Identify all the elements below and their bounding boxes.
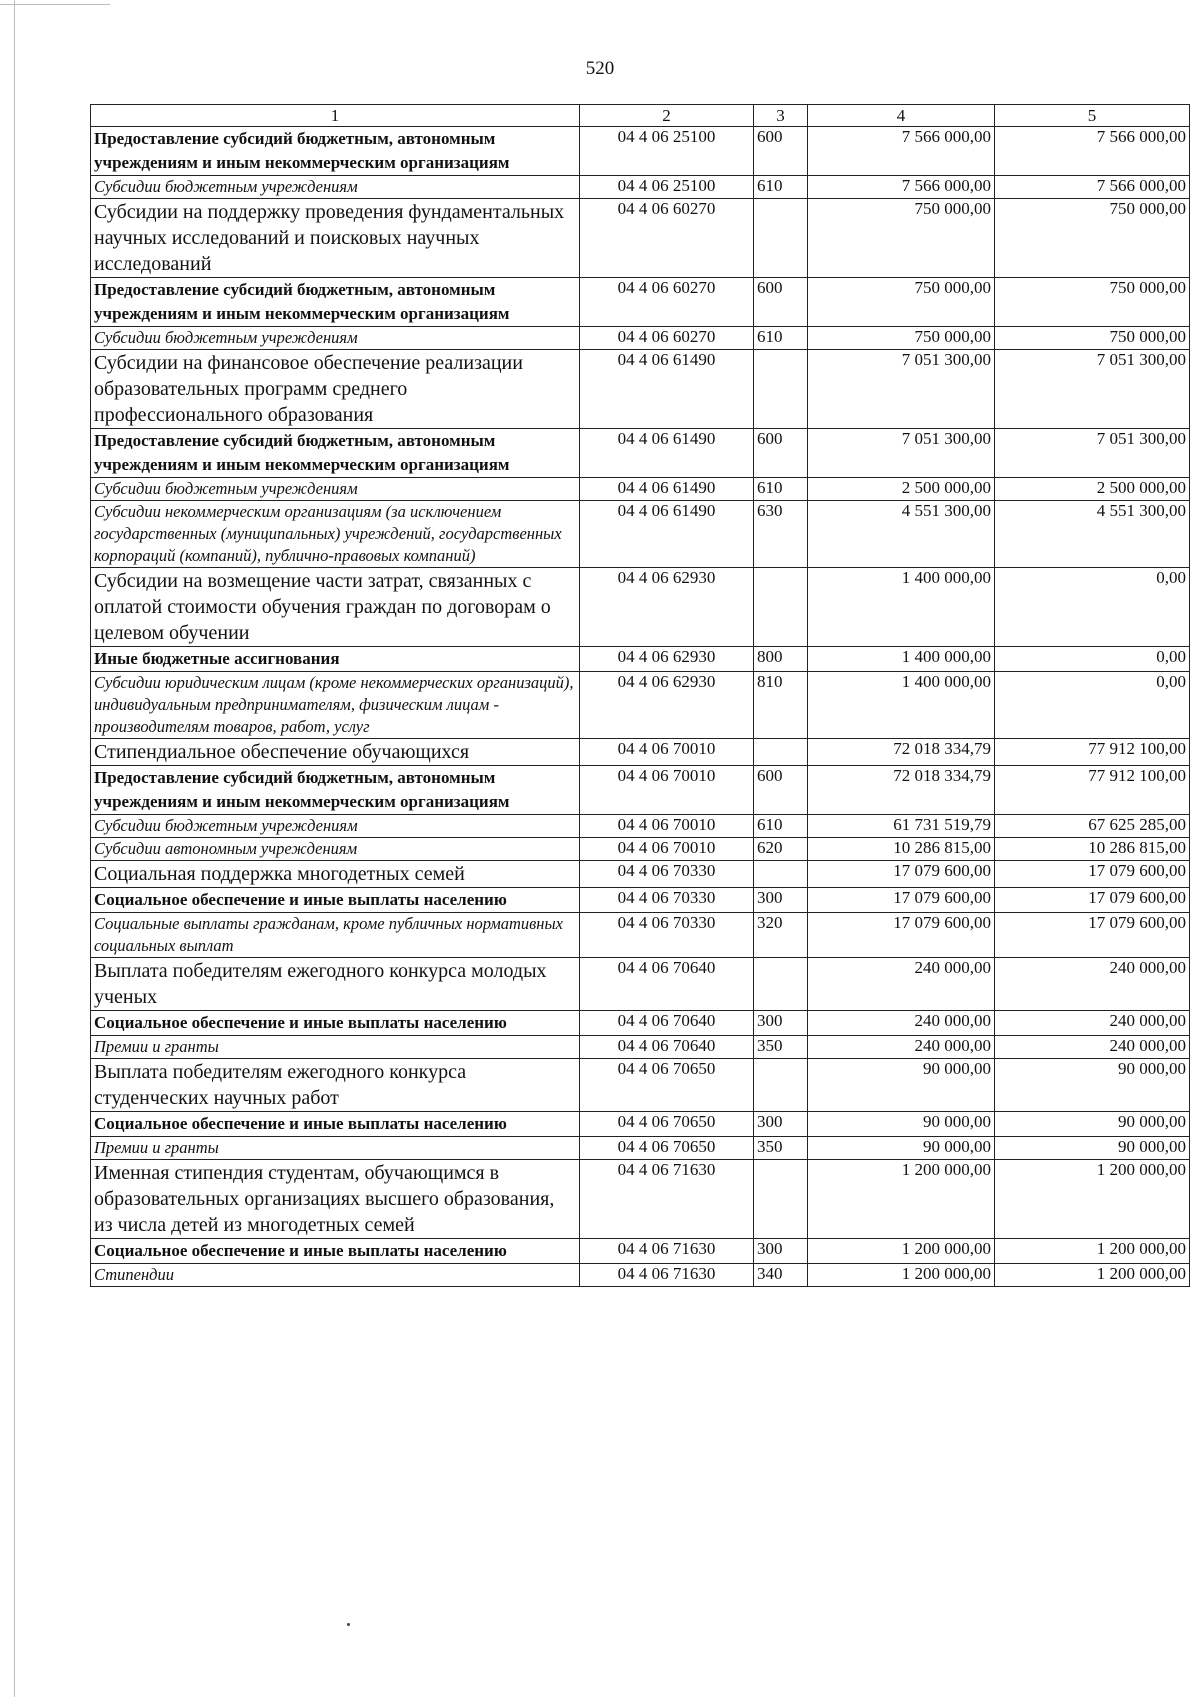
budget-table <box>90 104 1190 1287</box>
row-name-cell: Именная стипендия студентам, обучающимся в образовательных организациях высшего образования, из числа детей из многодетных семей <box>91 1160 580 1239</box>
row-amount-year1-cell: 17 079 600,00 <box>808 913 995 958</box>
table-row <box>91 176 1190 199</box>
row-expense-type-cell: 800 <box>754 647 808 672</box>
row-code-cell: 04 4 06 61490 <box>580 501 754 568</box>
row-expense-type-cell <box>754 568 808 647</box>
table-row <box>91 127 1190 176</box>
row-code-cell: 04 4 06 61490 <box>580 478 754 501</box>
row-name-cell: Социальное обеспечение и иные выплаты населению <box>91 1011 580 1036</box>
row-expense-type-cell: 300 <box>754 1112 808 1137</box>
row-expense-type-cell: 810 <box>754 672 808 739</box>
row-expense-type-cell: 300 <box>754 888 808 913</box>
row-code-cell: 04 4 06 62930 <box>580 647 754 672</box>
row-expense-type-cell: 610 <box>754 815 808 838</box>
row-code-cell: 04 4 06 70640 <box>580 1011 754 1036</box>
row-amount-year2-cell: 7 566 000,00 <box>995 127 1190 176</box>
header-cell-5: 5 <box>995 105 1190 127</box>
row-amount-year1-cell: 17 079 600,00 <box>808 861 995 888</box>
row-amount-year2-cell: 77 912 100,00 <box>995 739 1190 766</box>
page-number: 520 <box>585 58 615 79</box>
row-code-cell: 04 4 06 71630 <box>580 1160 754 1239</box>
table-row <box>91 861 1190 888</box>
table-row <box>91 838 1190 861</box>
row-code-cell: 04 4 06 70650 <box>580 1112 754 1137</box>
row-amount-year1-cell: 90 000,00 <box>808 1059 995 1112</box>
row-code-cell: 04 4 06 70640 <box>580 1036 754 1059</box>
row-expense-type-cell: 620 <box>754 838 808 861</box>
table-row <box>91 647 1190 672</box>
row-amount-year2-cell: 0,00 <box>995 672 1190 739</box>
header-cell-3: 3 <box>754 105 808 127</box>
row-amount-year1-cell: 240 000,00 <box>808 1011 995 1036</box>
row-amount-year2-cell: 10 286 815,00 <box>995 838 1190 861</box>
row-name-cell: Субсидии бюджетным учреждениям <box>91 327 580 350</box>
row-amount-year2-cell: 2 500 000,00 <box>995 478 1190 501</box>
row-amount-year1-cell: 750 000,00 <box>808 199 995 278</box>
row-amount-year1-cell: 10 286 815,00 <box>808 838 995 861</box>
row-code-cell: 04 4 06 70010 <box>580 838 754 861</box>
row-name-cell: Субсидии бюджетным учреждениям <box>91 815 580 838</box>
row-name-cell: Субсидии на финансовое обеспечение реализации образовательных программ среднего профессионального образования <box>91 350 580 429</box>
row-expense-type-cell: 350 <box>754 1036 808 1059</box>
row-expense-type-cell <box>754 1059 808 1112</box>
row-amount-year1-cell: 7 051 300,00 <box>808 429 995 478</box>
row-amount-year2-cell: 0,00 <box>995 568 1190 647</box>
table-row <box>91 278 1190 327</box>
row-name-cell: Социальное обеспечение и иные выплаты населению <box>91 888 580 913</box>
table-row <box>91 327 1190 350</box>
table-row <box>91 958 1190 1011</box>
row-name-cell: Предоставление субсидий бюджетным, автономным учреждениям и иным некоммерческим организациям <box>91 429 580 478</box>
header-cell-4: 4 <box>808 105 995 127</box>
row-expense-type-cell: 610 <box>754 478 808 501</box>
row-code-cell: 04 4 06 62930 <box>580 568 754 647</box>
table-row <box>91 1112 1190 1137</box>
row-amount-year2-cell: 77 912 100,00 <box>995 766 1190 815</box>
row-name-cell: Субсидии бюджетным учреждениям <box>91 176 580 199</box>
row-amount-year2-cell: 1 200 000,00 <box>995 1239 1190 1264</box>
row-amount-year1-cell: 1 400 000,00 <box>808 672 995 739</box>
scan-top-mark <box>0 0 110 5</box>
row-expense-type-cell: 610 <box>754 327 808 350</box>
row-amount-year1-cell: 72 018 334,79 <box>808 739 995 766</box>
row-code-cell: 04 4 06 70010 <box>580 766 754 815</box>
row-amount-year1-cell: 240 000,00 <box>808 958 995 1011</box>
table-row <box>91 766 1190 815</box>
table-row <box>91 478 1190 501</box>
row-code-cell: 04 4 06 61490 <box>580 350 754 429</box>
row-code-cell: 04 4 06 70010 <box>580 815 754 838</box>
row-name-cell: Социальное обеспечение и иные выплаты населению <box>91 1112 580 1137</box>
row-code-cell: 04 4 06 62930 <box>580 672 754 739</box>
row-amount-year2-cell: 1 200 000,00 <box>995 1160 1190 1239</box>
table-row <box>91 1160 1190 1239</box>
row-amount-year2-cell: 0,00 <box>995 647 1190 672</box>
row-code-cell: 04 4 06 60270 <box>580 327 754 350</box>
row-amount-year2-cell: 240 000,00 <box>995 1011 1190 1036</box>
row-code-cell: 04 4 06 70650 <box>580 1059 754 1112</box>
row-expense-type-cell <box>754 350 808 429</box>
row-amount-year1-cell: 2 500 000,00 <box>808 478 995 501</box>
row-name-cell: Предоставление субсидий бюджетным, автономным учреждениям и иным некоммерческим организациям <box>91 766 580 815</box>
row-amount-year1-cell: 17 079 600,00 <box>808 888 995 913</box>
row-amount-year1-cell: 1 400 000,00 <box>808 568 995 647</box>
row-expense-type-cell <box>754 861 808 888</box>
row-code-cell: 04 4 06 60270 <box>580 278 754 327</box>
row-name-cell: Предоставление субсидий бюджетным, автономным учреждениям и иным некоммерческим организациям <box>91 278 580 327</box>
row-code-cell: 04 4 06 70330 <box>580 861 754 888</box>
row-code-cell: 04 4 06 70330 <box>580 888 754 913</box>
table-row <box>91 913 1190 958</box>
row-amount-year2-cell: 90 000,00 <box>995 1112 1190 1137</box>
row-name-cell: Социальные выплаты гражданам, кроме публичных нормативных социальных выплат <box>91 913 580 958</box>
row-name-cell: Иные бюджетные ассигнования <box>91 647 580 672</box>
table-row <box>91 1137 1190 1160</box>
table-row <box>91 1059 1190 1112</box>
row-amount-year1-cell: 61 731 519,79 <box>808 815 995 838</box>
row-amount-year2-cell: 17 079 600,00 <box>995 861 1190 888</box>
table-row <box>91 568 1190 647</box>
row-expense-type-cell: 350 <box>754 1137 808 1160</box>
row-name-cell: Выплата победителям ежегодного конкурса молодых ученых <box>91 958 580 1011</box>
row-amount-year1-cell: 90 000,00 <box>808 1137 995 1160</box>
row-amount-year2-cell: 240 000,00 <box>995 1036 1190 1059</box>
row-amount-year1-cell: 7 051 300,00 <box>808 350 995 429</box>
table-header-row <box>91 105 1190 127</box>
row-expense-type-cell: 630 <box>754 501 808 568</box>
row-amount-year1-cell: 1 200 000,00 <box>808 1160 995 1239</box>
row-amount-year2-cell: 17 079 600,00 <box>995 888 1190 913</box>
scan-dot <box>347 1623 350 1626</box>
table-row <box>91 1036 1190 1059</box>
row-amount-year1-cell: 1 400 000,00 <box>808 647 995 672</box>
row-code-cell: 04 4 06 70650 <box>580 1137 754 1160</box>
header-cell-2: 2 <box>580 105 754 127</box>
row-name-cell: Субсидии на возмещение части затрат, связанных с оплатой стоимости обучения граждан по договорам о целевом обучении <box>91 568 580 647</box>
row-name-cell: Премии и гранты <box>91 1036 580 1059</box>
table-row <box>91 350 1190 429</box>
row-amount-year2-cell: 7 051 300,00 <box>995 429 1190 478</box>
table-row <box>91 672 1190 739</box>
row-code-cell: 04 4 06 70640 <box>580 958 754 1011</box>
row-amount-year1-cell: 240 000,00 <box>808 1036 995 1059</box>
row-amount-year2-cell: 7 566 000,00 <box>995 176 1190 199</box>
row-name-cell: Предоставление субсидий бюджетным, автономным учреждениям и иным некоммерческим организациям <box>91 127 580 176</box>
row-name-cell: Субсидии некоммерческим организациям (за исключением государственных (муниципальных) учреждений, государственных корпораций (компаний), публично-правовых компаний) <box>91 501 580 568</box>
row-expense-type-cell: 610 <box>754 176 808 199</box>
row-amount-year2-cell: 7 051 300,00 <box>995 350 1190 429</box>
row-expense-type-cell <box>754 1160 808 1239</box>
row-amount-year1-cell: 7 566 000,00 <box>808 176 995 199</box>
row-code-cell: 04 4 06 60270 <box>580 199 754 278</box>
scan-edge <box>0 0 15 1697</box>
row-amount-year1-cell: 90 000,00 <box>808 1112 995 1137</box>
row-amount-year2-cell: 90 000,00 <box>995 1137 1190 1160</box>
row-code-cell: 04 4 06 70010 <box>580 739 754 766</box>
row-expense-type-cell: 600 <box>754 766 808 815</box>
row-expense-type-cell <box>754 199 808 278</box>
table-row <box>91 429 1190 478</box>
table-row <box>91 1011 1190 1036</box>
table-row <box>91 815 1190 838</box>
table-row <box>91 199 1190 278</box>
row-amount-year1-cell: 72 018 334,79 <box>808 766 995 815</box>
row-name-cell: Субсидии автономным учреждениям <box>91 838 580 861</box>
row-expense-type-cell <box>754 958 808 1011</box>
row-name-cell: Субсидии на поддержку проведения фундаментальных научных исследований и поисковых научных исследований <box>91 199 580 278</box>
row-amount-year1-cell: 4 551 300,00 <box>808 501 995 568</box>
row-expense-type-cell: 300 <box>754 1011 808 1036</box>
row-code-cell: 04 4 06 25100 <box>580 127 754 176</box>
row-code-cell: 04 4 06 25100 <box>580 176 754 199</box>
row-amount-year2-cell: 4 551 300,00 <box>995 501 1190 568</box>
row-code-cell: 04 4 06 70330 <box>580 913 754 958</box>
row-name-cell: Стипендиальное обеспечение обучающихся <box>91 739 580 766</box>
row-amount-year2-cell: 750 000,00 <box>995 199 1190 278</box>
row-amount-year2-cell: 67 625 285,00 <box>995 815 1190 838</box>
row-name-cell: Социальное обеспечение и иные выплаты населению <box>91 1239 580 1264</box>
table-row <box>91 888 1190 913</box>
table-row <box>91 739 1190 766</box>
row-amount-year1-cell: 1 200 000,00 <box>808 1239 995 1264</box>
table-row <box>91 1264 1190 1287</box>
row-amount-year1-cell: 750 000,00 <box>808 278 995 327</box>
row-name-cell: Премии и гранты <box>91 1137 580 1160</box>
row-amount-year2-cell: 750 000,00 <box>995 278 1190 327</box>
table-row <box>91 501 1190 568</box>
row-code-cell: 04 4 06 71630 <box>580 1264 754 1287</box>
row-expense-type-cell: 600 <box>754 429 808 478</box>
header-cell-1: 1 <box>91 105 580 127</box>
row-name-cell: Социальная поддержка многодетных семей <box>91 861 580 888</box>
table-row <box>91 1239 1190 1264</box>
row-amount-year2-cell: 1 200 000,00 <box>995 1264 1190 1287</box>
budget-table-body <box>91 105 1190 1287</box>
row-amount-year2-cell: 750 000,00 <box>995 327 1190 350</box>
row-amount-year2-cell: 17 079 600,00 <box>995 913 1190 958</box>
row-expense-type-cell: 600 <box>754 278 808 327</box>
row-expense-type-cell: 340 <box>754 1264 808 1287</box>
row-expense-type-cell <box>754 739 808 766</box>
row-amount-year1-cell: 1 200 000,00 <box>808 1264 995 1287</box>
row-expense-type-cell: 300 <box>754 1239 808 1264</box>
row-name-cell: Стипендии <box>91 1264 580 1287</box>
row-amount-year1-cell: 7 566 000,00 <box>808 127 995 176</box>
row-amount-year2-cell: 240 000,00 <box>995 958 1190 1011</box>
row-amount-year1-cell: 750 000,00 <box>808 327 995 350</box>
row-name-cell: Субсидии юридическим лицам (кроме некоммерческих организаций), индивидуальным предпринимателям, физическим лицам - производителям товаров, работ, услуг <box>91 672 580 739</box>
row-amount-year2-cell: 90 000,00 <box>995 1059 1190 1112</box>
row-expense-type-cell: 600 <box>754 127 808 176</box>
row-name-cell: Выплата победителям ежегодного конкурса студенческих научных работ <box>91 1059 580 1112</box>
row-expense-type-cell: 320 <box>754 913 808 958</box>
row-code-cell: 04 4 06 71630 <box>580 1239 754 1264</box>
row-code-cell: 04 4 06 61490 <box>580 429 754 478</box>
row-name-cell: Субсидии бюджетным учреждениям <box>91 478 580 501</box>
